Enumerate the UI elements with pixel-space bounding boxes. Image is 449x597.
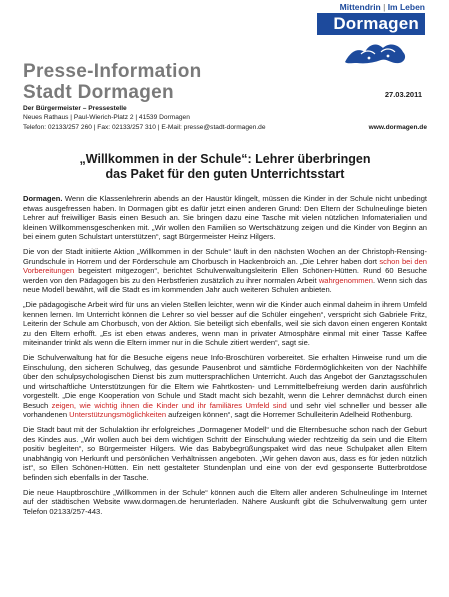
article-body bbox=[23, 194, 427, 521]
paragraph-4 bbox=[23, 353, 427, 420]
sender-contact: Telefon: 02133/257 260 | Fax: 02133/257 310 | E-Mail: presse@stadt-dormagen.de bbox=[23, 123, 266, 131]
page-title: Presse-Information bbox=[23, 61, 202, 82]
paragraph-2-part-b: begeistert mitgezogen“, berichtet Schulverwaltungsleiterin Ellen Schönen-Hütten. Rund 60 Besuche werden von den Pädagogen bis zu den Herbstferien zusätzlich zu ihrer normalen Arbeit bbox=[23, 266, 427, 285]
paragraph-6: Die neue Hauptbroschüre „Willkommen in der Schule“ können auch die Eltern aller anderen Schulneulinge im Internet auf der städtischen Website www.dormagen.de herunterladen. Nähere Auskunft gibt die Schulverwaltung gern unter Telefon 02133/257-443. bbox=[23, 487, 427, 516]
tagline-separator: | bbox=[380, 2, 388, 12]
headline bbox=[23, 152, 427, 181]
highlight-text: Unterstützungsmöglichkeiten bbox=[69, 410, 167, 420]
paragraph-4-part-c: aufzeigen können“, sagt die Horremer Schulleiterin Adelheid Rothenburg. bbox=[166, 410, 413, 420]
paragraph-2-part-a: Die von der Stadt initiierte Aktion „Willkommen in der Schule“ läuft in den nächsten Wochen an der Christoph-Rensing-Grundschule in Horrem und der Förderschule am Chorbusch in Hackenbroich an. „Die Lehrer haben dort bbox=[23, 246, 427, 266]
website-link[interactable]: www.dormagen.de bbox=[368, 123, 427, 131]
sender-department: Der Bürgermeister – Pressestelle bbox=[23, 105, 127, 112]
paragraph-4-part-b: und sehr viel schneller und besser alle vorhandenen bbox=[23, 400, 427, 420]
tagline-right: Im Leben bbox=[387, 2, 425, 12]
logo-tagline bbox=[340, 2, 425, 12]
headline-line-2: das Paket für den guten Unterrichtsstart bbox=[105, 166, 345, 181]
dormagen-logo bbox=[265, 2, 425, 68]
paragraph-4-part-a: Die Schulverwaltung hat für die Besuche eigens neue Info-Broschüren vorbereitet. Sie erhalten Hinweise rund um die Einschulung, den sicheren Schulweg, das gesunde Pausenbrot und sämtliche Fördermöglichkeiten von der Nachhilfe über den schulpsychologischen Dienst bis zum muttersprachlichen Unterricht. Auch das Angebot der Ganztagsschulen und wirtschaftliche Unterstützungen für die Eltern wie Fahrtkosten- und Lernmittelbefreiung werden darin ausführlich vorgestellt. „Die enge Kooperation von Schule und Stadt macht sich bezahlt, wenn die Lehrer demnächst durch einen Besuch bbox=[23, 352, 427, 410]
highlight-text: wahrgenommen bbox=[318, 275, 373, 285]
paragraph-5: Die Stadt baut mit der Schulaktion ihr erfolgreiches „Dormagener Modell“ und die Elternbesuche schon nach der Geburt des Kindes aus. „Wir wollen auch bei dem wichtigen Schritt der Einschulung wieder rechtzeitig da sein und die Eltern positiv begleiten“, so Bürgermeister Hilgers. Wie das Babybegrüßungspaket wird das neue Schulpaket allen Eltern unabhängig von Herkunft und persönlichen Verhältnissen angeboten. „Wir gehen davon aus, dass es für jeden nützlich ist“, so Ellen Schönen-Hütten. Ein nett gestalteter Stundenplan und eine von der evd gesponserte Butterbrotdose befinden sich ebenfalls in der Tasche. bbox=[23, 425, 427, 483]
page-subtitle: Stadt Dormagen bbox=[23, 82, 174, 103]
lion-crest-icon bbox=[341, 36, 411, 66]
sender-address: Neues Rathaus | Paul-Wierich-Platz 2 | 41539 Dormagen bbox=[23, 114, 190, 122]
logo-name: Dormagen bbox=[333, 14, 419, 33]
dateline: Dormagen. bbox=[23, 194, 63, 203]
paragraph-1-text: Wenn die Klassenlehrerin abends an der Haustür klingelt, müssen die Kinder in der Schule nicht unbedingt etwas ausgefressen haben. In Dormagen gibt es dafür jetzt einen anderen Grund: Den Eltern der Schulneulinge bieten Lehrer auf freiwilliger Basis einen Besuch an. Sie bringen dazu eine Tasche mit vielen nützlichen Infomaterialien und kleinen Willkommensgeschenken mit. „Wir wollen den Familien so Wertschätzung zeigen und die Kinder von Beginn an bei einem guten Schulstart unterstützen“, sagt Bürgermeister Heinz Hilgers. bbox=[23, 194, 427, 242]
headline-line-1: „Willkommen in der Schule“: Lehrer überbringen bbox=[79, 152, 371, 166]
highlight-text: zeigen, wie wichtig ihnen die Kinder und ihr familiäres Umfeld sind bbox=[51, 400, 287, 410]
paragraph-3: „Die pädagogische Arbeit wird für uns an vielen Stellen leichter, wenn wir die Kinder auch einmal daheim in ihrem Umfeld kennen lernen. Im Unterricht können die Lehrer so viel besser auf die Schüler eingehen“, verspricht sich Gabriele Fritz, Leiterin der Schule am Chorbusch, von der Aktion. Sie beteiligt sich ebenfalls, weil sie sich davon einen engeren Kontakt zu den Eltern erhofft. „Es ist eben etwas anderes, wenn man in privater Atmosphäre einmal mit einer Tasse Kaffee miteinander trinkt als wenn die Eltern immer nur in die Schule zitiert werden“, sagt sie. bbox=[23, 299, 427, 348]
sender-address-block bbox=[23, 104, 427, 132]
paragraph-2-part-c: . Wenn sich das neue Modell bewährt, will die Stadt es im kommenden Jahr auch weiteren Schulen anbieten. bbox=[23, 275, 427, 295]
paragraph-2 bbox=[23, 247, 427, 295]
paragraph-1 bbox=[23, 194, 427, 242]
release-date: 27.03.2011 bbox=[384, 90, 422, 99]
highlight-text: schon bei den Vorbereitungen bbox=[23, 256, 427, 276]
tagline-left: Mittendrin bbox=[339, 2, 381, 12]
